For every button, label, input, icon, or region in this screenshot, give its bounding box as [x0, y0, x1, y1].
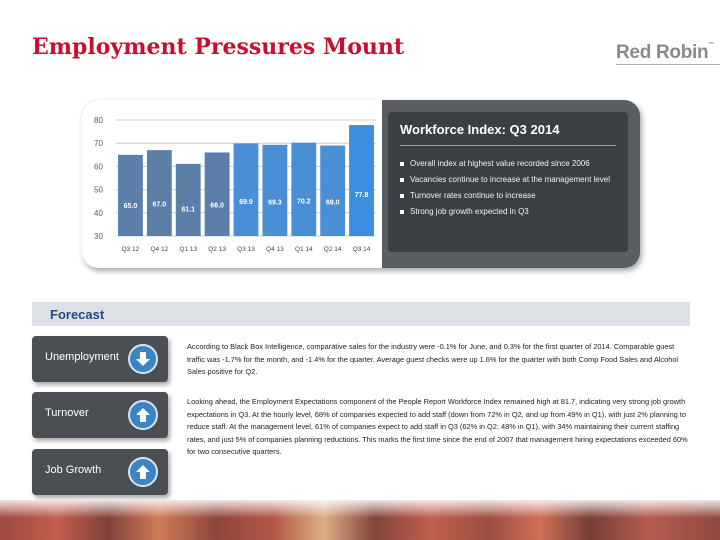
info-bullet: Overall index at highest value recorded since 2006	[400, 156, 616, 172]
x-tick-label: Q4 13	[266, 246, 284, 253]
info-title: Workforce Index: Q3 2014	[400, 122, 560, 137]
forecast-label: Forecast	[50, 307, 105, 322]
info-bullet: Vacancies continue to increase at the management level	[400, 172, 616, 188]
x-tick-label: Q1 14	[294, 246, 313, 253]
employment-paragraph: Looking ahead, the Employment Expectations component of the People Report Workforce Index remained high at 81.7, indicating very strong job growth expectations in Q3. At the hourly level, 68% of companies expected to add staff (down from 72% in Q2, and up from 49% in Q1), with just 2% planning to reduce staff. At the management level, 61% of companies expect to add staff in Q3 (62% in Q2; 48% in Q1), with 34% maintaining their current staffing rates, and just 5% of companies planning reductions. This marks the first time since the end of 2007 that management hiring expectations exceeded 60% for two consecutive quarters.	[187, 397, 688, 457]
x-tick-label: Q3 13	[237, 246, 255, 253]
logo-text: Red Robin	[616, 42, 709, 63]
x-tick-label: Q1 13	[179, 246, 198, 253]
bar	[205, 152, 230, 236]
red-robin-logo	[616, 42, 714, 64]
x-tick-label: Q2 13	[208, 246, 226, 253]
turnover-label: Turnover	[45, 407, 89, 419]
bar	[349, 125, 374, 236]
slide-title: Employment Pressures Mount	[32, 34, 405, 60]
x-tick-label: Q3 14	[352, 246, 371, 253]
info-bullet-list	[400, 156, 616, 220]
bar	[234, 143, 259, 236]
y-tick-label: 70	[94, 139, 103, 149]
y-tick-label: 40	[94, 208, 103, 218]
turnover-button[interactable]	[32, 392, 168, 438]
unemployment-button[interactable]	[32, 336, 168, 382]
bar	[118, 155, 143, 236]
info-bullet: Strong job growth expected in Q3	[400, 204, 616, 220]
info-divider	[400, 145, 616, 146]
y-tick-label: 80	[94, 116, 103, 125]
bar-value-label: 66.0	[210, 202, 224, 210]
up-arrow-icon	[128, 457, 158, 487]
bar-value-label: 61.1	[181, 206, 196, 214]
logo-trademark: ™	[708, 42, 714, 48]
bar	[291, 143, 316, 236]
info-box	[388, 112, 628, 252]
y-tick-label: 50	[94, 185, 103, 195]
up-arrow-icon	[128, 400, 158, 430]
bar	[176, 164, 201, 236]
photo-fade-overlay	[0, 500, 720, 518]
unemployment-label: Unemployment	[45, 351, 119, 363]
down-arrow-icon	[128, 344, 158, 374]
y-tick-label: 60	[94, 162, 103, 172]
x-tick-label: Q4 12	[150, 246, 169, 253]
bar-value-label: 65.0	[123, 203, 138, 211]
x-tick-label: Q2 14	[323, 246, 342, 253]
y-tick-label: 30	[94, 232, 103, 241]
bar	[147, 150, 172, 236]
job-growth-label: Job Growth	[45, 464, 102, 476]
bar-value-label: 67.0	[152, 201, 167, 209]
x-tick-label: Q3 12	[121, 246, 140, 253]
bar-value-label: 69.9	[239, 198, 253, 206]
bar	[320, 146, 345, 236]
bar-value-label: 77.8	[354, 191, 369, 199]
forecast-header-bar	[32, 302, 690, 326]
chart-panel	[82, 100, 640, 268]
chart-area	[82, 100, 382, 268]
bar-value-label: 70.2	[296, 198, 311, 206]
logo-underline	[616, 64, 720, 65]
sales-paragraph: According to Black Box Intelligence, comparative sales for the industry were -0.1% for June, and 0.3% for the first quarter of 2014. Comparable guest traffic was -1.7% for the month, and -1.4% for the quarter. Average guest checks were up 1.6% for the quarter with both Comp Food Sales and Alcohol Sales positive for Q2.	[187, 342, 679, 377]
info-bullet: Turnover rates continue to increase	[400, 188, 616, 204]
job-growth-button[interactable]	[32, 449, 168, 495]
bar-value-label: 69.0	[325, 199, 340, 207]
bar-value-label: 69.3	[268, 199, 282, 207]
bar	[262, 145, 287, 236]
workforce-bar-chart	[82, 100, 382, 268]
